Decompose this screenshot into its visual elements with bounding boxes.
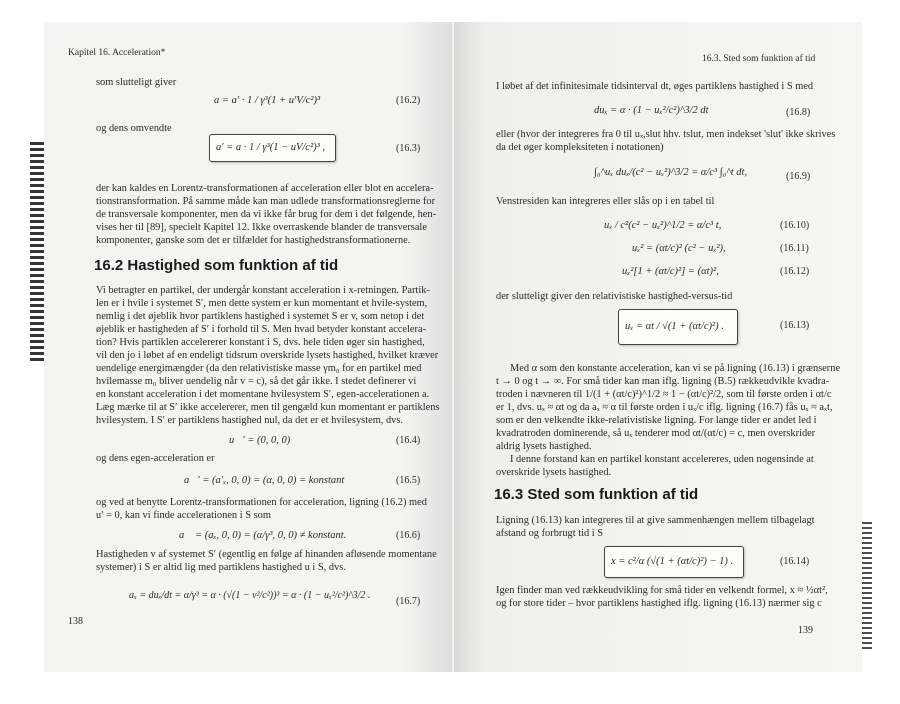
text-line: komponenter, ganske som det er tilfældet for hastighedstransformationerne.	[96, 235, 411, 246]
text-line: og for store tider – hvor partiklens hastighed iflg. ligning (16.13) nærmer sig c	[496, 598, 822, 609]
equation-box	[604, 546, 744, 578]
equation-number: (16.5)	[396, 475, 421, 486]
page-edge-left	[30, 142, 44, 362]
text-line: aldrig lysets hastighed.	[496, 441, 592, 452]
section-heading: 16.3 Sted som funktion af tid	[494, 486, 699, 503]
equation-number: (16.10)	[780, 220, 810, 231]
equation-number: (16.2)	[396, 95, 421, 106]
text-line: Vi betragter en partikel, der undergår konstant acceleration i x-retningen. Partik-	[96, 285, 430, 296]
running-head: 16.3. Sted som funktion af tid	[702, 54, 816, 64]
text-line: kvadratroden dominerende, så uₓ tenderer mod αt/(αt/c) = c, men overskrider	[496, 428, 816, 439]
text-line: Igen finder man ved rækkeudvikling for små tider en velkendt formel, x ≈ ½αt²,	[496, 585, 828, 596]
equation: a′ = a · 1 / γ³(1 − uV/c²)³ ,	[216, 142, 326, 153]
text-line: overskride lysets hastighed.	[496, 467, 612, 478]
text-line: eller (hvor der integreres fra 0 til uₓ,slut hhv. tslut, men indekset 'slut' ikke skrives	[496, 129, 836, 140]
equation-number: (16.12)	[780, 266, 810, 277]
equation-number: (16.8)	[786, 107, 811, 118]
text-line: Venstresiden kan integreres eller slås op i en tabel til	[496, 196, 715, 207]
equation-number: (16.4)	[396, 435, 421, 446]
text-line: vises her til [89], specielt Kapitel 12. Ikke overraskende blander de transversale	[96, 222, 427, 233]
equation-number: (16.11)	[780, 243, 809, 254]
equation-number: (16.14)	[780, 556, 810, 567]
text-line: Med α som den konstante acceleration, kan vi se på ligning (16.13) i grænserne	[510, 363, 841, 374]
section-heading: 16.2 Hastighed som funktion af tid	[94, 257, 339, 274]
text-line: systemer) i S er altid lig med partiklens hastighed u i S, dvs.	[96, 562, 346, 573]
right-page	[454, 22, 862, 672]
text-line: len er i hvile i systemet S′, men dette system er kun momentant et hvile-system,	[96, 298, 428, 309]
text-line: nemlig i det øjeblik hvor partiklens hastighed i systemet S er v, som netop i det	[96, 311, 425, 322]
text-line: og ved at benytte Lorentz-transformationen for acceleration, ligning (16.2) med	[96, 497, 427, 508]
text-line: vil den jo i løbet af en endeligt tidsrum overskride lysets hastighed, hvilket kræver	[96, 350, 439, 361]
left-page	[44, 22, 452, 672]
page-number: 139	[798, 625, 813, 636]
page-number: 138	[68, 616, 83, 627]
equation: uₓ = αt / √(1 + (αt/c)²) .	[625, 321, 724, 332]
text-line: som slutteligt giver	[96, 77, 177, 88]
text-line: og dens egen-acceleration er	[96, 453, 215, 464]
equation: x = c²/α (√(1 + (αt/c)²) − 1) .	[611, 556, 734, 567]
equation: uₓ²[1 + (αt/c)²] = (αt)²,	[622, 266, 719, 277]
equation: a = a′ · 1 / γ³(1 + u′V/c²)³	[214, 95, 321, 106]
text-line: og dens omvendte	[96, 123, 172, 134]
text-line: der kan kaldes en Lorentz-transformationen af acceleration eller blot en accelera-	[96, 183, 434, 194]
text-line: afstand og forbrugt tid i S	[496, 528, 604, 539]
text-line: tionstransformation. På samme måde kan man udlede transformationsreglerne for	[96, 196, 436, 207]
equation-number: (16.13)	[780, 320, 810, 331]
text-line: da det øger kompleksiteten i notationen)	[496, 142, 664, 153]
text-line: u′ = 0, kan vi finde accelerationen i S som	[96, 510, 271, 521]
equation: uₓ / c²(c² − uₓ²)^1/2 = α/c³ t,	[604, 220, 722, 231]
equation-box	[618, 309, 738, 345]
equation-number: (16.9)	[786, 171, 811, 182]
text-line: Ligning (16.13) kan integreres til at give sammenhængen mellem tilbagelagt	[496, 515, 815, 526]
equation-number: (16.7)	[396, 596, 421, 607]
text-line: Læg mærke til at S′ ikke accelererer, men til gengæld kun momentant er partiklens	[96, 402, 440, 413]
text-line: hvilesystem. I S′ er partiklens hastighed nul, da det er et hvilesystem, dvs.	[96, 415, 404, 426]
text-line: I denne forstand kan en partikel konstant accelereres, uden nogensinde at	[510, 454, 814, 465]
equation: duₓ = α · (1 − uₓ²/c²)^3/2 dt	[594, 105, 709, 116]
text-line: troden i nævneren til 1/(1 + (αt/c)²)^1/2 ≈ 1 − (αt/c)²/2, som til første orden i αt/c	[496, 389, 832, 400]
open-book	[44, 22, 862, 672]
equation: a⃗ = (aₓ, 0, 0) = (α/γ³, 0, 0) ≠ konstant.	[179, 530, 347, 541]
equation: uₓ² = (αt/c)² (c² − uₓ²),	[632, 243, 726, 254]
equation: a⃗′ = (a′ₓ, 0, 0) = (α, 0, 0) = konstant	[184, 475, 345, 486]
text-line: Hastigheden v af systemet S′ (egentlig en følge af hinanden afløsende momentane	[96, 549, 437, 560]
text-line: er 1, dvs. uₓ ≈ αt og da aₓ ≈ α til første orden i uₓ/c iflg. ligning (16.7) fås uₓ ≈ aₓt,	[496, 402, 833, 413]
text-line: en konstant acceleration i det momentane hvilesystem S′, egen-accelerationen a.	[96, 389, 430, 400]
text-line: de transversale komponenter, men da vi ikke får brug for dem i det følgende, hen-	[96, 209, 437, 220]
text-line: uendelige energimængder (da den relativistiske masse γm₀ for en partikel med	[96, 363, 422, 374]
text-line: der slutteligt giver den relativistiske hastighed-versus-tid	[496, 291, 733, 302]
text-line: øjeblik er hastigheden af S′ i forhold til S. Men hvad betyder konstant accelera-	[96, 324, 427, 335]
equation-number: (16.3)	[396, 143, 421, 154]
text-line: tion? Hvis partiklen accelererer konstant i S, dvs. hele tiden øger sin hastighed,	[96, 337, 425, 348]
text-line: hvilemasse m₀ bliver uendelig når v = c), så det går ikke. I stedet definerer vi	[96, 376, 417, 387]
page-edge-right	[862, 522, 872, 652]
running-head: Kapitel 16. Acceleration*	[68, 48, 166, 58]
text-line: t → 0 og t → ∞. For små tider kan man iflg. ligning (B.5) rækkeudvikle kvadra-	[496, 376, 830, 387]
equation: u⃗′ = (0, 0, 0)	[229, 435, 291, 446]
text-line: I løbet af det infinitesimale tidsinterval dt, øges partiklens hastighed i S med	[496, 81, 814, 92]
equation-box	[209, 134, 336, 162]
equation: aₓ = duₓ/dt = α/γ³ = α · (√(1 − v²/c²))³ = α · (1 − uₓ²/c²)^3/2 .	[129, 590, 371, 601]
equation-number: (16.6)	[396, 530, 421, 541]
equation: ∫₀^uₓ duₓ/(c² − uₓ²)^3/2 = α/c³ ∫₀^t dt,	[594, 167, 748, 178]
text-line: som er den velkendte ikke-relativistiske ligning. For lange tider er andet led i	[496, 415, 817, 426]
